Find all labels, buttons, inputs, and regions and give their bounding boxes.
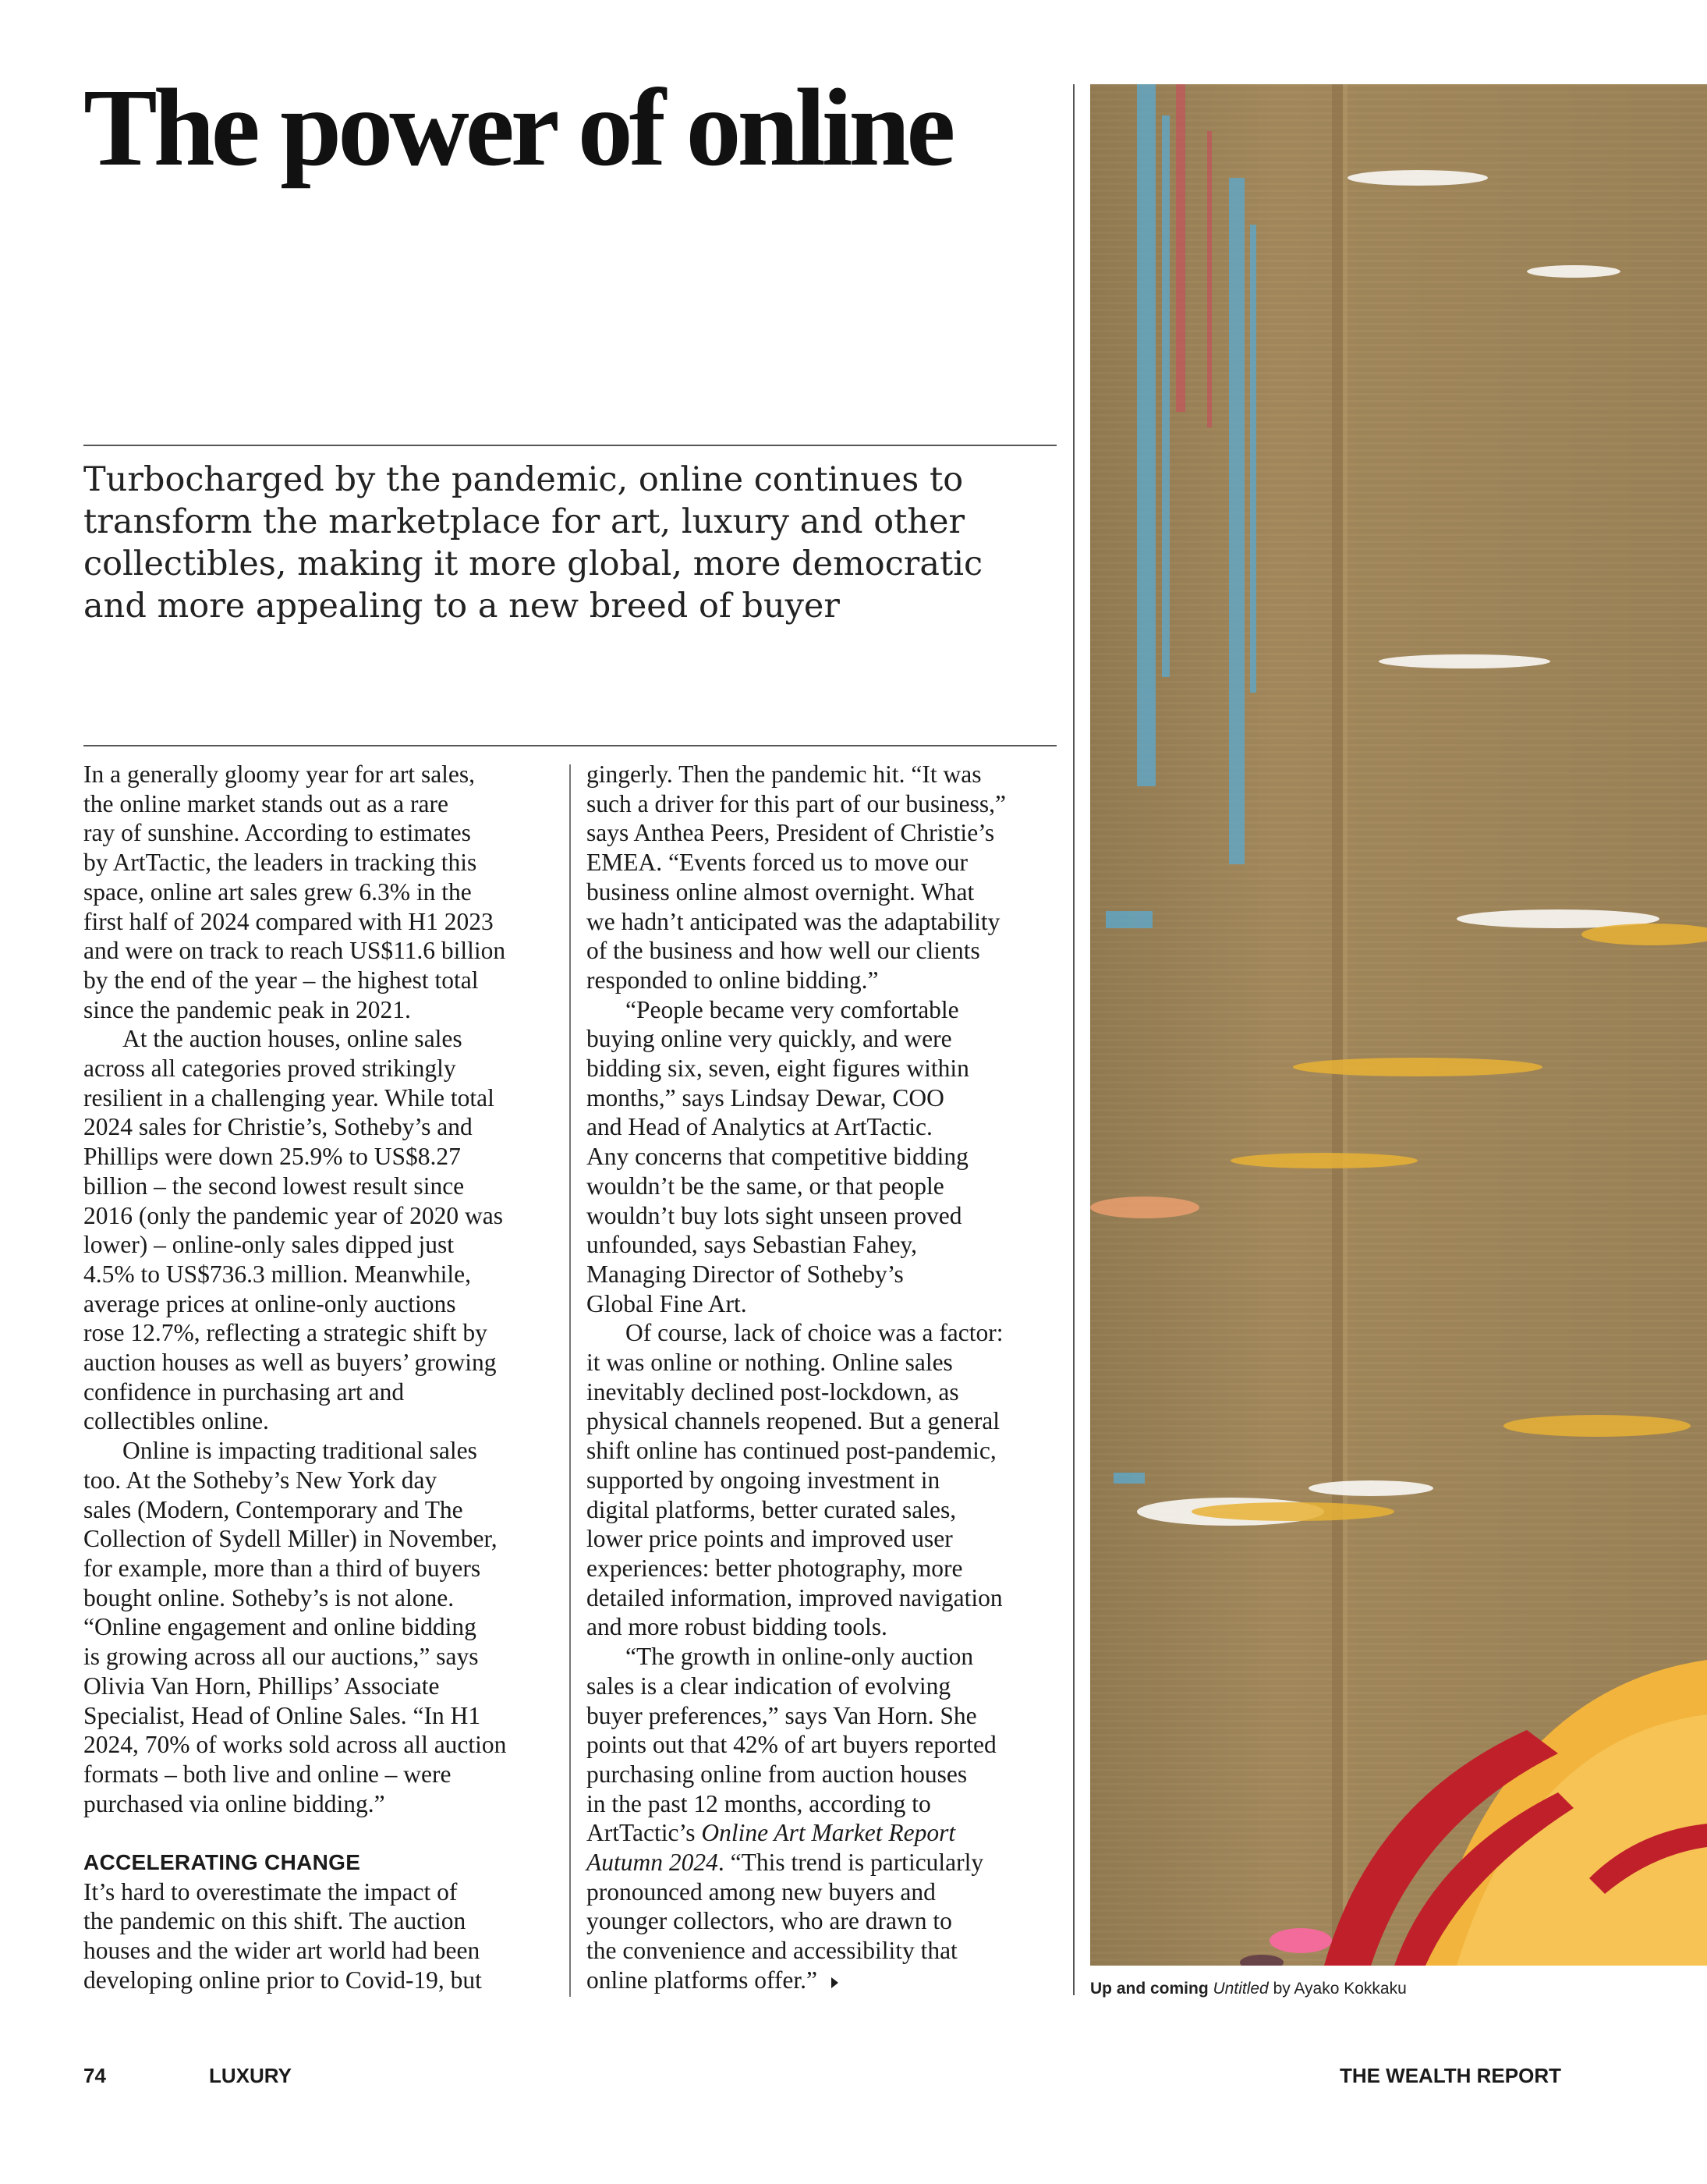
body-line-with-citation bbox=[586, 1848, 1062, 1877]
body-line: such a driver for this part of our business,” bbox=[586, 789, 1006, 817]
body-line: and more robust bidding tools. bbox=[586, 1613, 887, 1641]
body-line: wouldn’t buy lots sight unseen proved bbox=[586, 1201, 962, 1229]
body-line: 2016 (only the pandemic year of 2020 was bbox=[83, 1201, 503, 1229]
body-line: inevitably declined post-lockdown, as bbox=[586, 1377, 959, 1406]
body-line: for example, more than a third of buyers bbox=[83, 1554, 481, 1582]
body-line: sales is a clear indication of evolving bbox=[586, 1672, 951, 1700]
body-line-final bbox=[586, 1966, 1062, 1995]
body-line: Specialist, Head of Online Sales. “In H1 bbox=[83, 1701, 481, 1729]
paragraph bbox=[83, 1877, 551, 1995]
body-line: sales (Modern, Contemporary and The bbox=[83, 1495, 463, 1523]
subheading: ACCELERATING CHANGE bbox=[83, 1850, 361, 1874]
body-line: physical channels reopened. But a general bbox=[586, 1407, 1000, 1435]
body-line: points out that 42% of art buyers reported bbox=[586, 1731, 997, 1759]
continue-arrow-icon bbox=[831, 1977, 838, 1988]
body-line: months,” says Lindsay Dewar, COO bbox=[586, 1083, 944, 1112]
body-line: of the business and how well our clients bbox=[586, 937, 980, 965]
body-line: pronounced among new buyers and bbox=[586, 1877, 936, 1906]
body-line: and were on track to reach US$11.6 billion bbox=[83, 937, 506, 965]
body-line: It’s hard to overestimate the impact of bbox=[83, 1877, 458, 1906]
body-line: space, online art sales grew 6.3% in the bbox=[83, 878, 472, 906]
photo-caption bbox=[1090, 1980, 1407, 1998]
body-line: Any concerns that competitive bidding bbox=[586, 1143, 969, 1171]
body-line: houses and the wider art world had been bbox=[83, 1937, 480, 1965]
body-line: resilient in a challenging year. While total bbox=[83, 1083, 494, 1112]
body-line: Online is impacting traditional sales bbox=[122, 1437, 477, 1465]
caption-lead: Up and coming bbox=[1090, 1980, 1209, 1998]
body-line: we hadn’t anticipated was the adaptability bbox=[586, 907, 1000, 935]
body-line: first half of 2024 compared with H1 2023 bbox=[83, 907, 494, 935]
body-line: average prices at online-only auctions bbox=[83, 1289, 456, 1317]
artwork-photo bbox=[1090, 84, 1707, 1966]
paragraph bbox=[586, 1318, 1062, 1642]
body-line: Managing Director of Sotheby’s bbox=[586, 1260, 904, 1288]
body-line: supported by ongoing investment in bbox=[586, 1466, 940, 1494]
body-line: buying online very quickly, and were bbox=[586, 1025, 952, 1053]
paragraph bbox=[83, 1024, 551, 1436]
citation-prefix: ArtTactic’s bbox=[586, 1819, 702, 1847]
body-line: auction houses as well as buyers’ growing bbox=[83, 1349, 497, 1377]
paragraph bbox=[83, 1436, 551, 1818]
body-line: Global Fine Art. bbox=[586, 1289, 747, 1317]
body-line: buyer preferences,” says Van Horn. She bbox=[586, 1701, 977, 1729]
body-line: developing online prior to Covid-19, but bbox=[83, 1966, 482, 1994]
body-line: wouldn’t be the same, or that people bbox=[586, 1172, 944, 1200]
body-line: “People became very comfortable bbox=[625, 995, 959, 1023]
body-line-with-citation bbox=[586, 1818, 1062, 1848]
section-label: LUXURY bbox=[209, 2064, 292, 2087]
body-line: says Anthea Peers, President of Christie’s bbox=[586, 819, 995, 847]
body-column-2 bbox=[586, 760, 1062, 1995]
body-line: is growing across all our auctions,” says bbox=[83, 1643, 479, 1671]
column-divider-main bbox=[1073, 84, 1075, 1995]
body-line: 2024, 70% of works sold across all auction bbox=[83, 1731, 507, 1759]
body-line: detailed information, improved navigation bbox=[586, 1583, 1003, 1611]
body-line: 4.5% to US$736.3 million. Meanwhile, bbox=[83, 1260, 471, 1288]
body-line: 2024 sales for Christie’s, Sotheby’s and bbox=[83, 1113, 473, 1141]
body-line: confidence in purchasing art and bbox=[83, 1377, 405, 1406]
paragraph-gap bbox=[83, 1818, 551, 1848]
body-line: rose 12.7%, reflecting a strategic shift by bbox=[83, 1319, 487, 1347]
paragraph bbox=[586, 995, 1062, 1319]
body-line: the convenience and accessibility that bbox=[586, 1937, 958, 1965]
body-line: At the auction houses, online sales bbox=[122, 1025, 462, 1053]
body-line: purchased via online bidding.” bbox=[83, 1789, 385, 1817]
standfirst-line: Turbocharged by the pandemic, online continues to bbox=[83, 460, 964, 499]
standfirst-line: transform the marketplace for art, luxury and other bbox=[83, 502, 965, 541]
column-divider-body bbox=[569, 764, 571, 1997]
body-line: across all categories proved strikingly bbox=[83, 1055, 456, 1083]
body-line: formats – both live and online – were bbox=[83, 1760, 452, 1788]
body-line: lower) – online-only sales dipped just bbox=[83, 1231, 455, 1259]
body-column-1 bbox=[83, 760, 551, 1995]
standfirst-top-rule bbox=[83, 445, 1057, 446]
caption-artwork-title: Untitled bbox=[1213, 1980, 1269, 1998]
body-line: bidding six, seven, eight figures within bbox=[586, 1055, 969, 1083]
body-line: by ArtTactic, the leaders in tracking this bbox=[83, 849, 477, 877]
body-line: billion – the second lowest result since bbox=[83, 1172, 465, 1200]
body-line: ray of sunshine. According to estimates bbox=[83, 819, 471, 847]
body-line: it was online or nothing. Online sales bbox=[586, 1349, 953, 1377]
standfirst-line: collectibles, making it more global, more democratic bbox=[83, 544, 983, 583]
body-line: younger collectors, who are drawn to bbox=[586, 1907, 952, 1935]
caption-byline: by Ayako Kokkaku bbox=[1273, 1980, 1407, 1998]
body-line: business online almost overnight. What bbox=[586, 878, 975, 906]
body-line: collectibles online. bbox=[83, 1407, 269, 1435]
body-line: EMEA. “Events forced us to move our bbox=[586, 849, 969, 877]
body-line: the pandemic on this shift. The auction bbox=[83, 1907, 466, 1935]
body-line: Collection of Sydell Miller) in November, bbox=[83, 1525, 498, 1553]
standfirst-line: and more appealing to a new breed of buyer bbox=[83, 587, 840, 626]
paragraph bbox=[83, 760, 551, 1024]
body-line: digital platforms, better curated sales, bbox=[586, 1495, 957, 1523]
body-line: gingerly. Then the pandemic hit. “It was bbox=[586, 760, 982, 788]
body-line: since the pandemic peak in 2021. bbox=[83, 995, 411, 1023]
body-line: shift online has continued post-pandemic, bbox=[586, 1437, 997, 1465]
body-line: experiences: better photography, more bbox=[586, 1554, 963, 1582]
body-line: Olivia Van Horn, Phillips’ Associate bbox=[83, 1672, 440, 1700]
body-top-rule bbox=[83, 745, 1057, 746]
body-line: lower price points and improved user bbox=[586, 1525, 953, 1553]
body-line: “Online engagement and online bidding bbox=[83, 1613, 476, 1641]
body-line: responded to online bidding.” bbox=[586, 966, 879, 994]
body-line: purchasing online from auction houses bbox=[586, 1760, 968, 1788]
body-line: “The growth in online-only auction bbox=[625, 1643, 974, 1671]
standfirst bbox=[83, 459, 988, 627]
body-line: In a generally gloomy year for art sales, bbox=[83, 760, 476, 788]
body-line: in the past 12 months, according to bbox=[586, 1789, 931, 1817]
body-line: unfounded, says Sebastian Fahey, bbox=[586, 1231, 918, 1259]
headline: The power of online bbox=[83, 66, 952, 189]
body-line: and Head of Analytics at ArtTactic. bbox=[586, 1113, 933, 1141]
body-line: by the end of the year – the highest total bbox=[83, 966, 479, 994]
paragraph bbox=[586, 760, 1062, 995]
paragraph bbox=[586, 1642, 1062, 1994]
report-title-edition: Autumn 2024 bbox=[586, 1849, 718, 1877]
body-line: bought online. Sotheby’s is not alone. bbox=[83, 1583, 455, 1611]
artwork-painting bbox=[1090, 84, 1707, 1966]
report-title: Online Art Market Report bbox=[701, 1819, 956, 1847]
body-line: Of course, lack of choice was a factor: bbox=[625, 1319, 1004, 1347]
body-line: the online market stands out as a rare bbox=[83, 789, 448, 817]
body-line: Phillips were down 25.9% to US$8.27 bbox=[83, 1143, 461, 1171]
body-line: too. At the Sotheby’s New York day bbox=[83, 1466, 437, 1494]
body-line: online platforms offer.” bbox=[586, 1966, 817, 1994]
citation-suffix: . “This trend is particularly bbox=[717, 1849, 984, 1877]
page-number: 74 bbox=[83, 2064, 106, 2087]
publication-title: THE WEALTH REPORT bbox=[1339, 2064, 1561, 2087]
